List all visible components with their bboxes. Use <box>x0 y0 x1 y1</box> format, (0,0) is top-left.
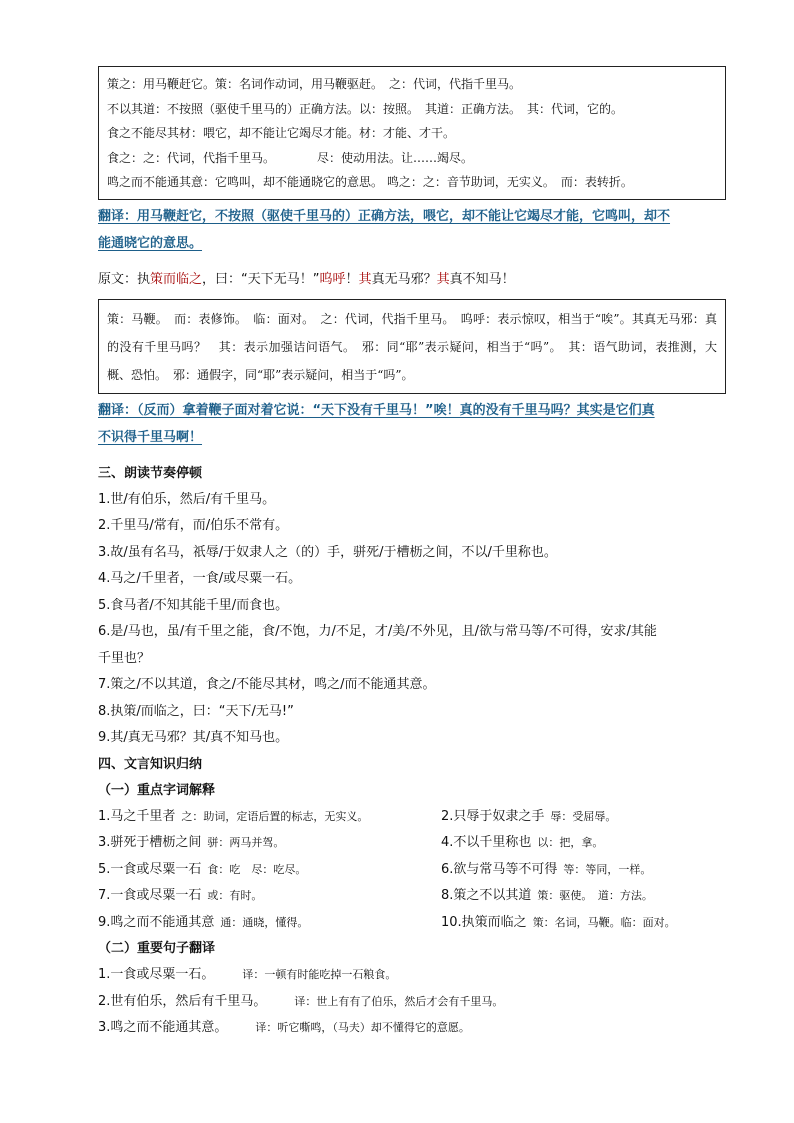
translation-1 <box>98 203 726 257</box>
original-red: 策而临之 <box>150 271 203 287</box>
word-gloss: 以：把，拿。 <box>537 836 604 850</box>
original-text-part: 真无马邪？ <box>371 271 437 287</box>
original-text <box>98 267 726 293</box>
section-heading: 三、朗读节奏停顿 <box>98 465 203 481</box>
annotation-line: 策之：用马鞭赶它。策：名词作动词，用马鞭驱赶。 之：代词，代指千里马。 <box>107 77 522 91</box>
pause-item: 4.马之/千里者，一食/或尽粟一石。 <box>98 571 302 587</box>
annotation-line: 不以其道：不按照（驱使千里马的）正确方法。以：按照。 其道：正确方法。 其：代词，它的。 <box>107 101 624 116</box>
word-term: 10.执策而临之 <box>441 914 527 930</box>
word-gloss: 辱：受屈辱。 <box>550 809 617 823</box>
word-gloss: 等：等同，一样。 <box>563 862 652 876</box>
word-gloss: 骈：两马并驾。 <box>207 836 285 850</box>
subsection-heading: （一）重点字词解释 <box>98 782 216 798</box>
annotation-box-1 <box>98 66 726 200</box>
translation-line: 翻译：（反而）拿着鞭子面对着它说：“天下没有千里马！”唉！真的没有千里马吗？其实是它们真 <box>98 402 655 418</box>
word-row <box>98 883 726 910</box>
translation-line: 能通晓它的意思。 <box>98 235 203 251</box>
section-heading: 四、文言知识归纳 <box>98 756 203 772</box>
pause-item: 1.世/有伯乐，然后/有千里马。 <box>98 491 276 507</box>
pause-item: 9.其/真无马邪？其/真不知马也。 <box>98 730 289 746</box>
word-term: 3.骈死于槽枥之间 <box>98 835 202 851</box>
word-term: 6.欲与常马等不可得 <box>441 861 558 877</box>
word-term: 8.策之不以其道 <box>441 888 532 904</box>
sentence-translation: 译：世上有有了伯乐，然后才会有千里马。 <box>294 994 504 1008</box>
sentence-text: 3.鸣之而不能通其意。 <box>98 1020 228 1036</box>
annotation-line: 鸣之而不能通其意：它鸣叫，却不能通晓它的意思。 鸣之：之：音节助词，无实义。 而：表转折。 <box>107 175 633 190</box>
pause-item: 6.是/马也，虽/有千里之能，食/不饱，力/不足，才/美/不外见，且/欲与常马等/不可得，安求/其能 <box>98 624 657 640</box>
word-term: 4.不以千里称也 <box>441 835 532 851</box>
annotation-line: 食之不能尽其材：喂它，却不能让它竭尽才能。材：才能、才干。 <box>107 126 456 141</box>
pause-item: 千里也？ <box>98 650 151 666</box>
original-text-part: ，曰：“天下无马！” <box>202 271 320 287</box>
annotation-line: 食之：之：代词，代指千里马。 尽：使动用法。让……竭尽。 <box>107 150 474 165</box>
word-gloss: 食：吃 尽：吃尽。 <box>207 862 307 876</box>
translation-line: 翻译：用马鞭赶它，不按照（驱使千里马的）正确方法，喂它，却不能让它竭尽才能，它鸣叫，却不 <box>98 208 671 224</box>
original-text-part: 真不知马！ <box>449 271 515 287</box>
original-label: 原文：执 <box>98 271 151 287</box>
sentence-item <box>98 962 726 989</box>
sentence-translation: 译：一顿有时能吃掉一石粮食。 <box>242 968 397 982</box>
annotation-box-2 <box>98 299 726 394</box>
document-page <box>98 66 726 1042</box>
word-term: 5.一食或尽粟一石 <box>98 861 202 877</box>
word-gloss: 之：助词，定语后置的标志，无实义。 <box>181 809 369 823</box>
sentence-item <box>98 989 726 1016</box>
sentence-item <box>98 1015 726 1042</box>
word-row <box>98 910 726 937</box>
translation-line: 不识得千里马啊！ <box>98 429 203 445</box>
subsection-heading: （二）重要句子翻译 <box>98 941 216 957</box>
original-red: 其 <box>436 271 450 287</box>
pause-item: 3.故/虽有名马，祇辱/于奴隶人之（的）手，骈死/于槽枥之间，不以/千里称也。 <box>98 544 557 560</box>
word-gloss: 策：驱使。 道：方法。 <box>537 889 653 903</box>
word-term: 9.鸣之而不能通其意 <box>98 914 215 930</box>
pause-item: 8.执策/而临之，曰：“天下/无马!” <box>98 703 294 719</box>
sentence-text: 2.世有伯乐，然后有千里马。 <box>98 993 267 1009</box>
word-gloss: 或：有时。 <box>207 889 263 903</box>
original-text-part: ！ <box>345 271 359 287</box>
word-gloss: 通：通晓，懂得。 <box>220 915 309 929</box>
pause-item: 2.千里马/常有，而/伯乐不常有。 <box>98 518 289 534</box>
word-row <box>98 804 726 831</box>
pause-item: 7.策之/不以其道，食之/不能尽其材，鸣之/而不能通其意。 <box>98 677 436 693</box>
sentence-translation: 译：听它嘶鸣，（马夫）却不懂得它的意愿。 <box>255 1021 470 1035</box>
word-term: 2.只辱于奴隶之手 <box>441 808 545 824</box>
annotation-paragraph: 策：马鞭。 而：表修饰。 临：面对。 之：代词，代指千里马。 呜呼：表示惊叹，相当于“唉”。其真无马邪：真的没有千里马吗？ 其：表示加强诘问语气。 邪：同“耶”表示疑问，相当于“吗”。 其：语气助词，表推测，大概、恐怕。 邪：通假字，同“耶”表示疑问，相当于“吗”。 <box>107 311 717 382</box>
pause-item: 5.食马者/不知其能千里/而食也。 <box>98 597 289 613</box>
word-gloss: 策：名词，马鞭。临：面对。 <box>532 915 676 929</box>
word-term: 7.一食或尽粟一石 <box>98 888 202 904</box>
section-knowledge <box>98 752 726 1042</box>
original-red: 其 <box>358 271 372 287</box>
original-red: 呜呼 <box>319 271 346 287</box>
word-term: 1.马之千里者 <box>98 808 176 824</box>
word-row <box>98 830 726 857</box>
section-reading-pauses <box>98 461 726 752</box>
word-row <box>98 857 726 884</box>
translation-2 <box>98 397 726 451</box>
sentence-text: 1.一食或尽粟一石。 <box>98 967 215 983</box>
